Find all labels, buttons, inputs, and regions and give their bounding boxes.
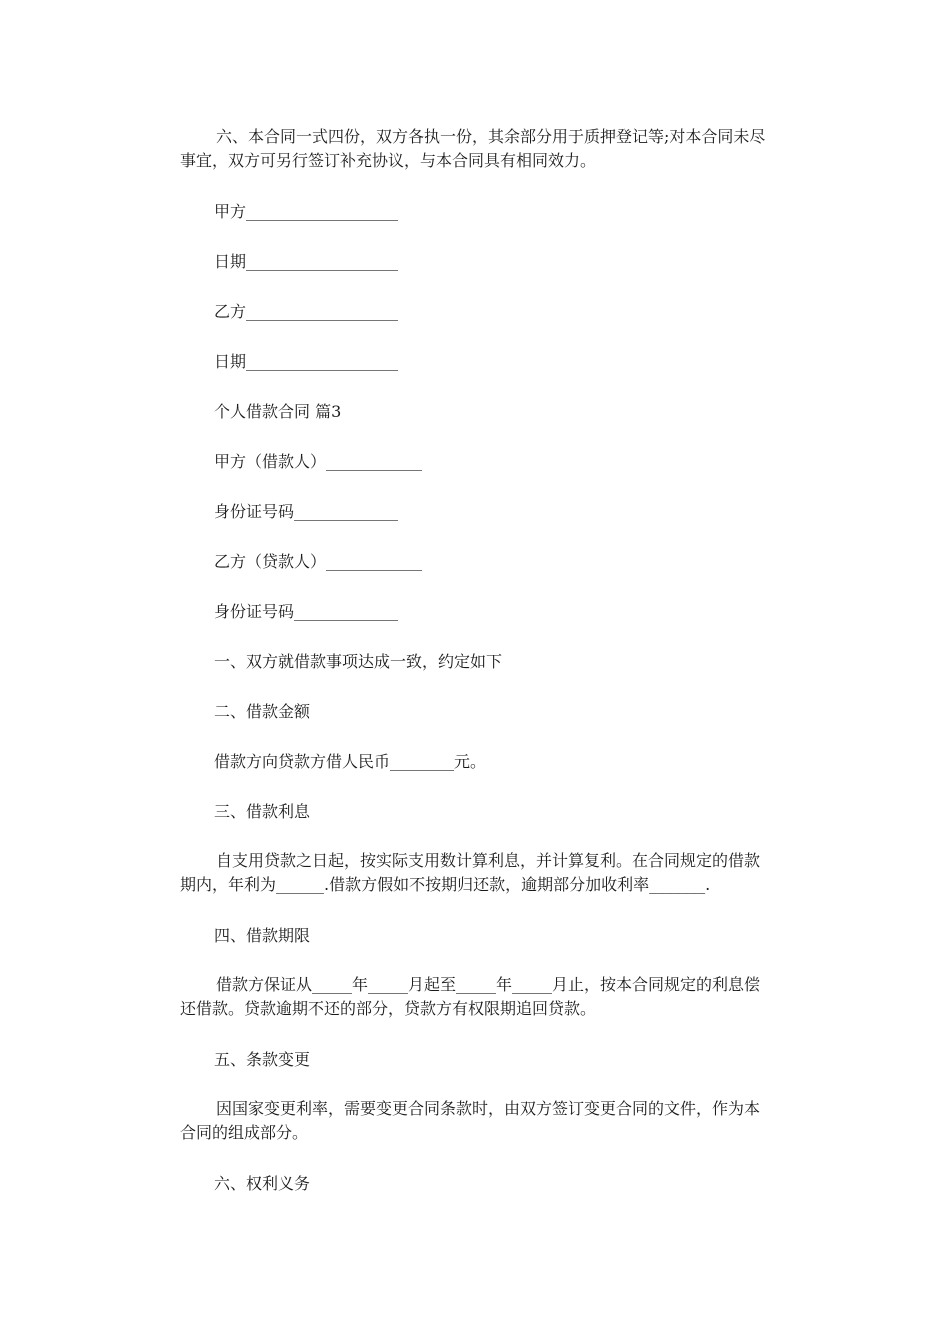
contract-section-title: 个人借款合同 篇3 [214, 402, 342, 421]
clause-two-heading: 二、借款金额 [214, 702, 311, 721]
clause-four-heading: 四、借款期限 [214, 926, 311, 945]
clause-six-copies: 六、本合同一式四份，双方各执一份，其余部分用于质押登记等;对本合同未尽事宜，双方可另行签订补充协议，与本合同具有相同效力。 [180, 127, 766, 170]
lender-line: 乙方（贷款人）____________ [214, 552, 423, 571]
party-a-signature-line: 甲方___________________ [214, 202, 399, 221]
loan-term-text: 借款方保证从_____年_____月起至_____年_____月止，按本合同规定的利息偿还借款。贷款逾期不还的部分，贷款方有权限期追回贷款。 [180, 975, 761, 1018]
clause-three-heading: 三、借款利息 [214, 802, 311, 821]
date-line-a: 日期___________________ [214, 252, 399, 271]
borrower-line: 甲方（借款人）____________ [214, 452, 423, 471]
clause-one-heading: 一、双方就借款事项达成一致，约定如下 [214, 652, 503, 671]
terms-change-text: 因国家变更利率，需要变更合同条款时，由双方签订变更合同的文件，作为本合同的组成部分。 [180, 1099, 761, 1142]
lender-id-line: 身份证号码_____________ [214, 602, 399, 621]
borrower-id-line: 身份证号码_____________ [214, 502, 399, 521]
clause-five-heading: 五、条款变更 [214, 1050, 311, 1069]
loan-amount-text: 借款方向贷款方借人民币________元。 [214, 752, 487, 771]
interest-clause-text: 自支用贷款之日起，按实际支用数计算利息，并计算复利。在合同规定的借款期内，年利为______.借款方假如不按期归还款，逾期部分加收利率_______. [180, 851, 761, 894]
date-line-b: 日期___________________ [214, 352, 399, 371]
party-b-signature-line: 乙方___________________ [214, 302, 399, 321]
clause-six-heading: 六、权利义务 [214, 1174, 311, 1193]
